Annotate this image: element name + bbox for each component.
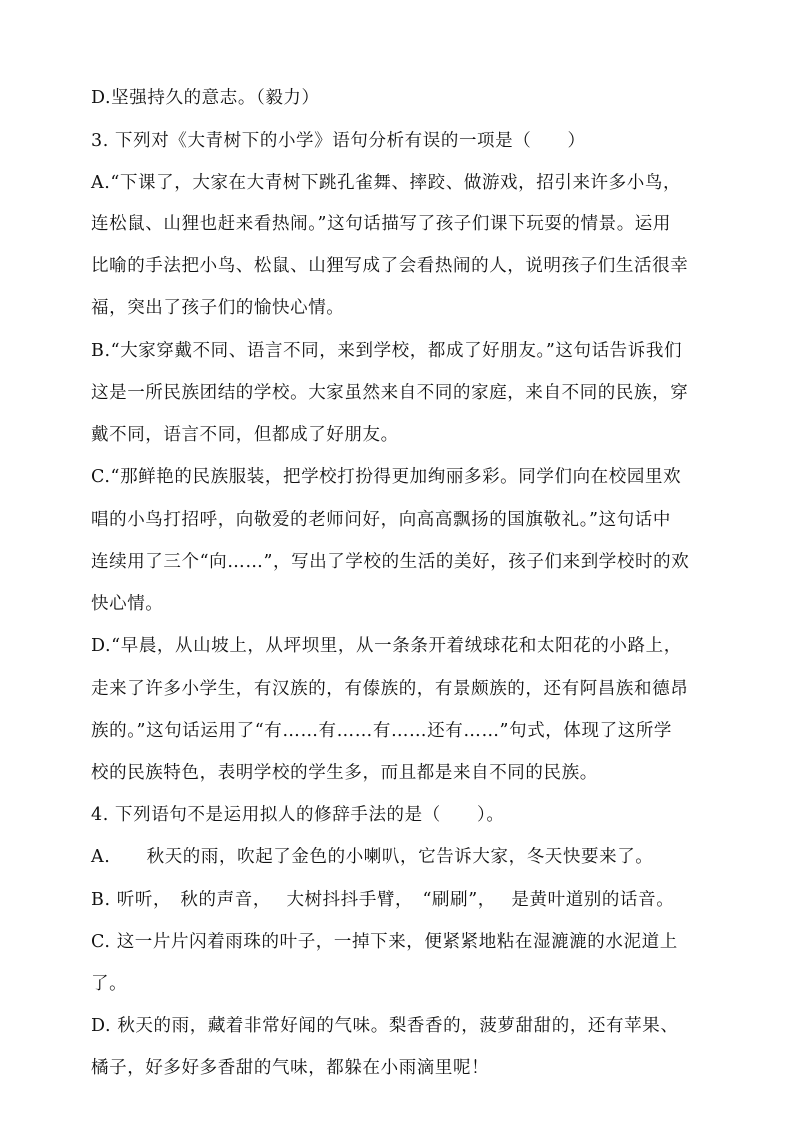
text-line: 连松鼠、山狸也赶来看热闹。”这句话描写了孩子们课下玩耍的情景。运用 xyxy=(91,214,671,234)
text-line: 比喻的手法把小鸟、松鼠、山狸写成了会看热闹的人，说明孩子们生活很幸 xyxy=(91,256,689,276)
text-line: 快心情。 xyxy=(91,594,164,614)
text-line: 走来了许多小学生，有汉族的，有傣族的，有景颇族的，还有阿昌族和德昂 xyxy=(91,679,689,699)
q4-option-c: C. 这一片片闪着雨珠的叶子，一掉下来，便紧紧地粘在湿漉漉的水泥道上 xyxy=(91,932,678,952)
option-c-line: C.“那鲜艳的民族服装，把学校打扮得更加绚丽多彩。同学们向在校园里欢 xyxy=(91,467,682,487)
text-line: 橘子，好多好多香甜的气味，都躲在小雨滴里呢！ xyxy=(91,1058,490,1078)
text-line: 族的。”这句话运用了“有……有……有……还有……”句式，体现了这所学 xyxy=(91,721,672,741)
q4-option-a: A. 秋天的雨，吹起了金色的小喇叭，它告诉大家，冬天快要来了。 xyxy=(91,847,654,867)
option-d-line: D.“早晨，从山坡上，从坪坝里，从一条条开着绒球花和太阳花的小路上， xyxy=(91,636,682,656)
q4-option-b: B. 听听， 秋的声音， 大树抖抖手臂， “刷刷”， 是黄叶道别的话音。 xyxy=(91,890,675,910)
text-line: D.坚强持久的意志。（毅力） xyxy=(91,88,320,108)
text-line: 戴不同，语言不同，但都成了好朋友。 xyxy=(91,425,399,445)
text-line: 连续用了三个“向……”，写出了学校的生活的美好，孩子们来到学校时的欢 xyxy=(91,552,690,572)
text-line: 这是一所民族团结的学校。大家虽然来自不同的家庭，来自不同的民族，穿 xyxy=(91,383,689,403)
option-b-line: B.“大家穿戴不同、语言不同，来到学校，都成了好朋友。”这句话告诉我们 xyxy=(91,341,683,361)
q4-option-d: D. 秋天的雨，藏着非常好闻的气味。梨香香的，菠萝甜甜的，还有苹果、 xyxy=(91,1016,679,1036)
question-4-stem: 4. 下列语句不是运用拟人的修辞手法的是（ ）。 xyxy=(91,805,505,825)
text-line: 了。 xyxy=(91,974,128,994)
question-3-stem: 3. 下列对《大青树下的小学》语句分析有误的一项是（ ） xyxy=(91,131,586,151)
text-line: 校的民族特色，表明学校的学生多，而且都是来自不同的民族。 xyxy=(91,763,598,783)
option-a-line: A.“下课了，大家在大青树下跳孔雀舞、摔跤、做游戏，招引来许多小鸟， xyxy=(91,173,682,193)
text-line: 唱的小鸟打招呼，向敬爱的老师问好，向高高飘扬的国旗敬礼。”这句话中 xyxy=(91,510,671,530)
text-line: 福，突出了孩子们的愉快心情。 xyxy=(91,298,345,318)
